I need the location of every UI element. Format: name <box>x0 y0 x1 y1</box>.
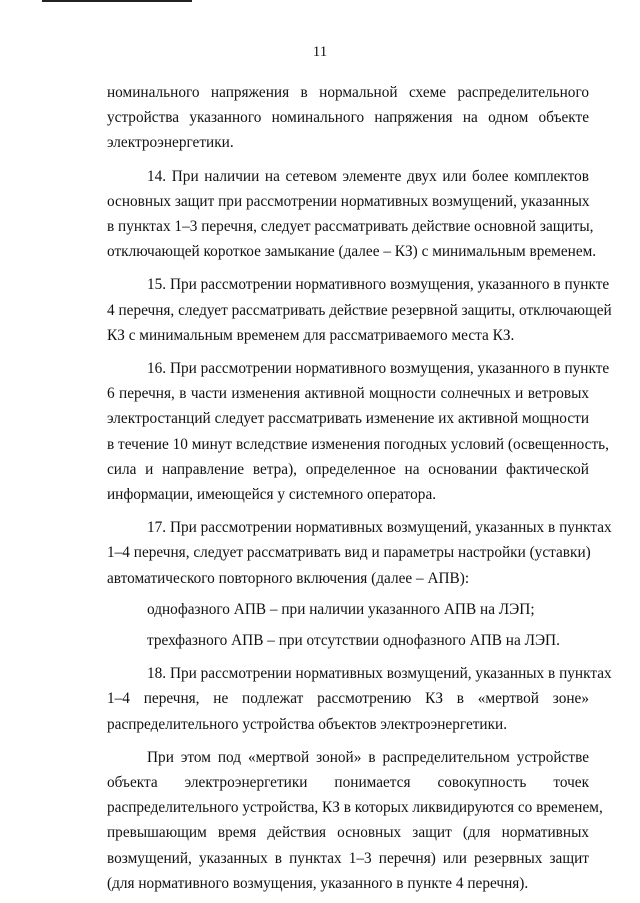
text-line: информации, имеющейся у системного оператора. <box>107 486 437 504</box>
text-line: в пунктах 1–3 перечня, следует рассматривать действие основной защиты, <box>107 218 594 236</box>
text-line: При этом под «мертвой зоной» в распределительном устройстве <box>147 748 589 766</box>
paragraph-item-17-a <box>107 597 589 622</box>
top-rule <box>42 0 192 2</box>
paragraph-item-14 <box>107 164 597 265</box>
text-line: трехфазного АПВ – при отсутствии однофазного АПВ на ЛЭП. <box>147 632 560 650</box>
text-line: возмущений, указанных в пунктах 1–3 перечня) или резервных защит <box>107 849 589 867</box>
text-line: сила и направление ветра), определенное на основании фактической <box>107 460 589 478</box>
text-line: КЗ с минимальным временем для рассматриваемого места КЗ. <box>107 326 515 344</box>
text-line: в течение 10 минут вследствие изменения погодных условий (освещенность, <box>107 435 609 453</box>
text-line: 18. При рассмотрении нормативных возмущений, указанных в пунктах <box>147 665 612 683</box>
text-line: однофазного АПВ – при наличии указанного АПВ на ЛЭП; <box>147 600 535 618</box>
text-line: электроэнергетики. <box>107 134 234 152</box>
text-line: объекта электроэнергетики понимается совокупность точек <box>107 774 589 792</box>
text-line: 17. При рассмотрении нормативных возмущений, указанных в пунктах <box>147 519 612 537</box>
paragraph-continuation <box>107 80 589 156</box>
text-line: автоматического повторного включения (далее – АПВ): <box>107 569 470 587</box>
paragraph-item-15 <box>107 272 612 348</box>
text-line: 1–4 перечня, не подлежат рассмотрению КЗ в «мертвой зоне» <box>107 690 589 708</box>
text-line: номинального напряжения в нормальной схеме распределительного <box>107 84 589 101</box>
text-line: электростанций следует рассматривать изменение их активной мощности <box>107 410 589 428</box>
text-line: 14. При наличии на сетевом элементе двух или более комплектов <box>147 167 589 185</box>
text-line: превышающим время действия основных защит (для нормативных <box>107 824 589 842</box>
paragraph-item-17 <box>107 515 612 591</box>
text-line: 4 перечня, следует рассматривать действие резервной защиты, отключающей <box>107 301 612 319</box>
paragraph-item-16 <box>107 356 610 507</box>
text-line: 15. При рассмотрении нормативного возмущения, указанного в пункте <box>147 276 610 294</box>
text-line: отключающей короткое замыкание (далее – КЗ) с минимальным временем. <box>107 243 597 261</box>
text-line: распределительного устройства объектов электроэнергетики. <box>107 715 508 733</box>
paragraph-item-18 <box>107 661 612 737</box>
text-line: 1–4 перечня, следует рассматривать вид и параметры настройки (уставки) <box>107 544 591 562</box>
text-line: устройства указанного номинального напряжения на одном объекте <box>107 109 589 127</box>
paragraph-item-17-b <box>107 628 589 653</box>
text-line: (для нормативного возмущения, указанного в пункте 4 перечня). <box>107 874 529 892</box>
document-body <box>107 80 612 896</box>
text-line: распределительного устройства, КЗ в которых ликвидируются со временем, <box>107 799 603 817</box>
page-number: 11 <box>312 44 328 60</box>
paragraph-dead-zone-definition <box>107 745 603 896</box>
text-line: 16. При рассмотрении нормативного возмущения, указанного в пункте <box>147 360 610 378</box>
text-line: 6 перечня, в части изменения активной мощности солнечных и ветровых <box>107 385 589 403</box>
text-line: основных защит при рассмотрении нормативных возмущений, указанных <box>107 192 590 210</box>
